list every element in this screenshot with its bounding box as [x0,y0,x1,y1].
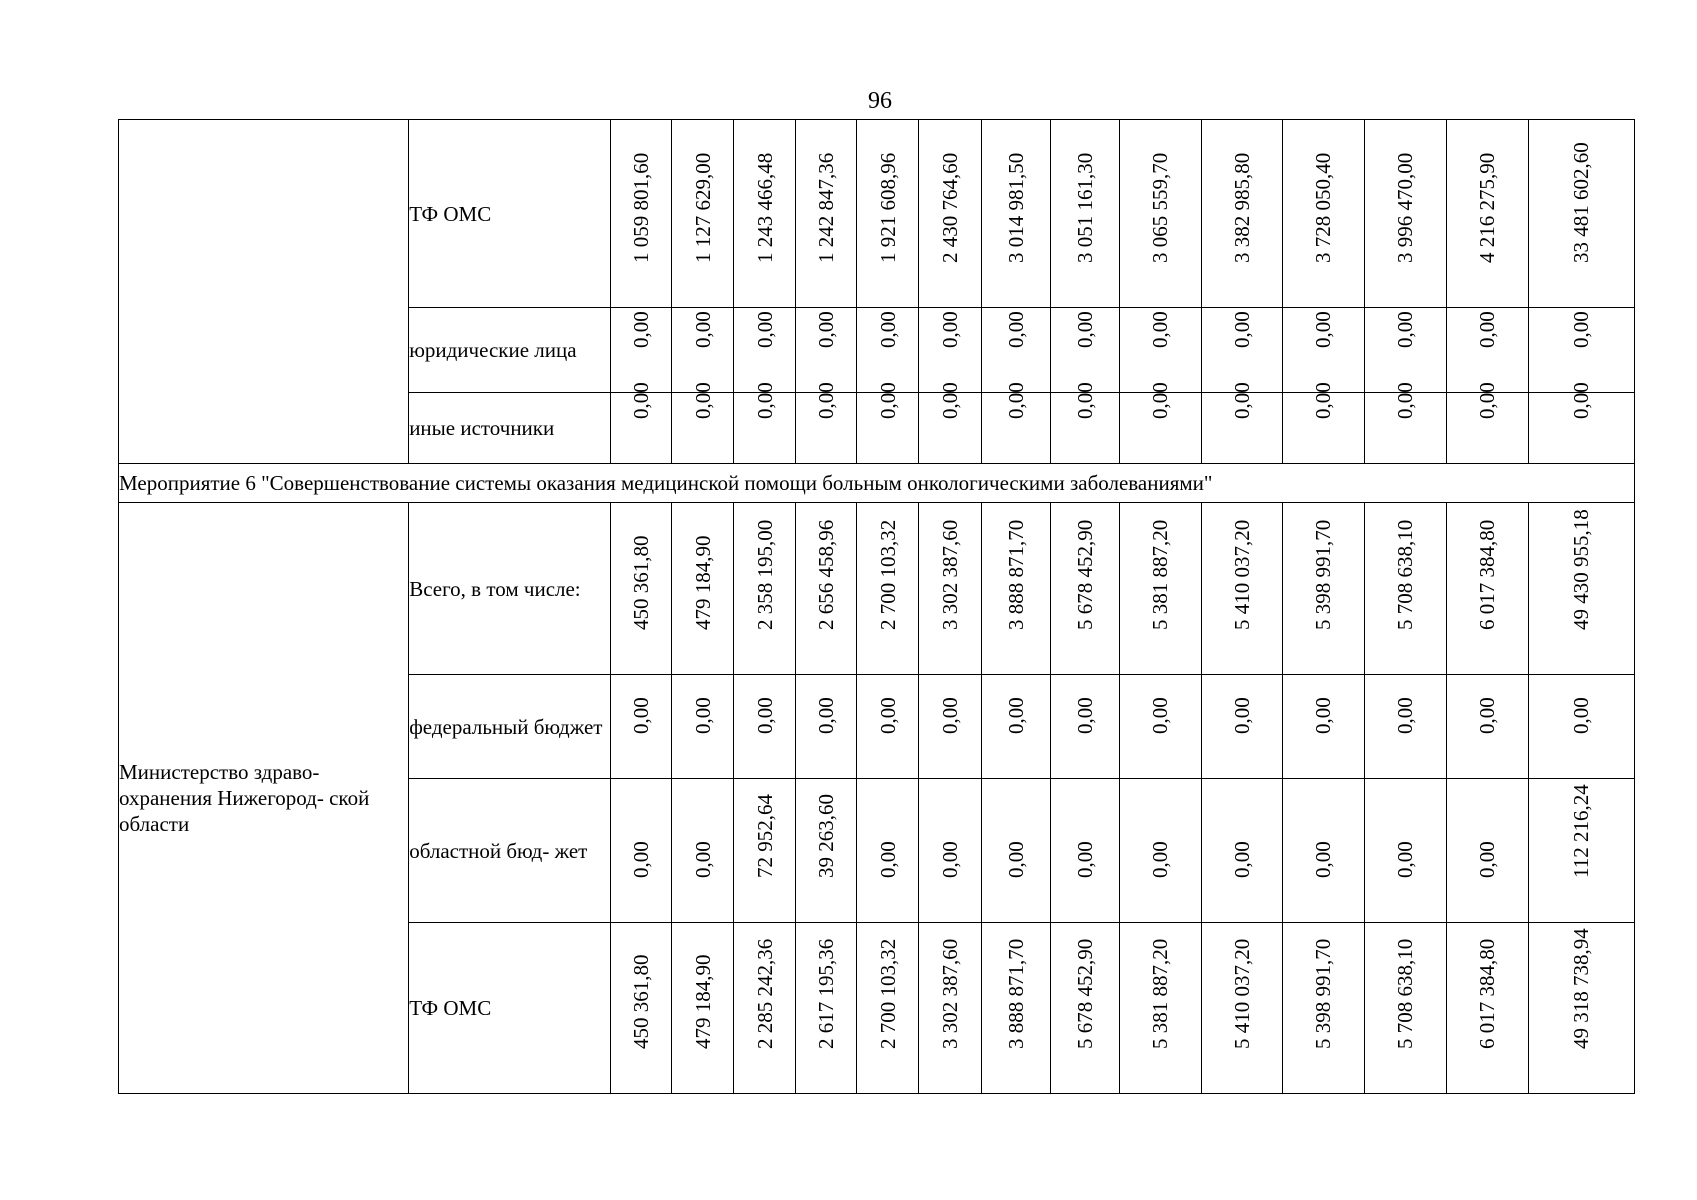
amount-cell [1201,503,1282,675]
amount-value: 450 361,80 [629,954,654,1049]
amount-value: 0,00 [937,382,962,419]
amount-cell [1364,308,1446,393]
amount-value: 3 888 871,70 [1003,938,1028,1049]
budget-table [118,119,1635,1094]
amount-cell [1119,675,1201,779]
amount-cell [857,503,919,675]
amount-value: 2 700 103,32 [875,938,900,1049]
amount-value: 0,00 [629,697,654,734]
amount-cell [981,120,1050,308]
amount-value: 72 952,64 [752,794,777,878]
amount-value: 0,00 [1393,841,1418,878]
amount-cell [796,503,857,675]
amount-cell [1201,923,1282,1094]
amount-cell [796,923,857,1094]
amount-value: 479 184,90 [690,535,715,630]
amount-cell [1446,923,1528,1094]
amount-value: 3 302 387,60 [937,938,962,1049]
amount-cell [981,308,1050,393]
amount-cell [857,382,919,464]
amount-cell [734,382,796,464]
amount-value: 5 398 991,70 [1311,938,1336,1049]
amount-cell [734,923,796,1094]
amount-cell [796,675,857,779]
amount-value: 0,00 [1569,697,1594,734]
amount-value: 0,00 [629,311,654,348]
amount-cell [1364,779,1446,923]
amount-cell [857,779,919,923]
amount-cell [1050,382,1119,464]
amount-cell [796,308,857,393]
amount-value: 33 481 602,60 [1569,142,1594,263]
amount-value: 5 381 887,20 [1148,519,1173,630]
amount-cell [1119,923,1201,1094]
amount-value: 6 017 384,80 [1475,519,1500,630]
amount-value: 0,00 [875,311,900,348]
amount-cell [1119,308,1201,393]
amount-value: 0,00 [937,697,962,734]
amount-value: 0,00 [1229,311,1254,348]
amount-cell [1201,120,1282,308]
table-row [119,120,1635,308]
amount-cell [919,923,981,1094]
amount-value: 0,00 [937,841,962,878]
amount-value: 112 216,24 [1569,784,1594,878]
amount-value: 0,00 [1003,382,1028,419]
amount-cell [1364,923,1446,1094]
amount-cell [672,308,734,393]
amount-value: 0,00 [1003,697,1028,734]
amount-cell [1119,120,1201,308]
amount-value: 3 014 981,50 [1003,152,1028,263]
amount-value: 0,00 [1003,311,1028,348]
amount-cell [1528,503,1634,675]
amount-cell [1201,382,1282,464]
amount-value: 0,00 [814,311,839,348]
amount-value: 0,00 [752,311,777,348]
amount-cell [611,503,672,675]
event-title: Мероприятие 6 "Совершенствование системы оказания медицинской помощи больным онкологическими заболеваниями" [119,464,1635,503]
amount-cell [672,382,734,464]
amount-cell [1282,779,1364,923]
amount-value: 0,00 [1148,311,1173,348]
amount-cell [1050,308,1119,393]
amount-value: 39 263,60 [814,794,839,878]
amount-cell [1528,779,1634,923]
amount-value: 0,00 [875,382,900,419]
amount-value: 0,00 [752,382,777,419]
amount-cell [1446,503,1528,675]
amount-value: 3 382 985,80 [1229,152,1254,263]
amount-cell [1364,382,1446,464]
amount-value: 5 708 638,10 [1393,938,1418,1049]
funding-source-cell: Всего, в том числе: [409,503,611,675]
amount-cell [1446,382,1528,464]
amount-value: 5 678 452,90 [1072,938,1097,1049]
amount-cell [672,779,734,923]
amount-value: 49 318 738,94 [1569,928,1594,1049]
amount-value: 0,00 [690,697,715,734]
amount-cell [857,308,919,393]
amount-value: 6 017 384,80 [1475,938,1500,1049]
amount-value: 0,00 [1072,697,1097,734]
amount-cell [1201,779,1282,923]
amount-cell [1364,503,1446,675]
amount-cell [1528,675,1634,779]
amount-value: 1 127 629,00 [690,152,715,263]
amount-value: 0,00 [875,841,900,878]
funding-source-cell: федеральный бюджет [409,675,611,779]
amount-cell [1201,675,1282,779]
amount-value: 0,00 [752,697,777,734]
amount-value: 0,00 [1311,697,1336,734]
amount-cell [672,503,734,675]
amount-cell [1528,308,1634,393]
amount-value: 0,00 [1148,841,1173,878]
amount-value: 1 242 847,36 [814,152,839,263]
amount-value: 5 410 037,20 [1229,519,1254,630]
amount-cell [981,503,1050,675]
amount-value: 0,00 [1311,311,1336,348]
funding-source-cell: областной бюд- жет [409,779,611,923]
amount-cell [1364,120,1446,308]
amount-value: 3 065 559,70 [1148,152,1173,263]
amount-cell [981,382,1050,464]
amount-cell [857,923,919,1094]
amount-value: 0,00 [875,697,900,734]
amount-cell [857,120,919,308]
amount-value: 0,00 [1229,697,1254,734]
amount-value: 2 700 103,32 [875,519,900,630]
amount-value: 0,00 [1072,382,1097,419]
amount-cell [672,120,734,308]
amount-value: 0,00 [1311,841,1336,878]
amount-value: 0,00 [1393,382,1418,419]
amount-value: 0,00 [629,841,654,878]
amount-value: 1 059 801,60 [629,152,654,263]
amount-cell [1282,503,1364,675]
amount-value: 1 921 608,96 [875,152,900,263]
amount-value: 0,00 [1569,382,1594,419]
amount-value: 0,00 [1003,841,1028,878]
amount-cell [1050,923,1119,1094]
amount-cell [919,675,981,779]
amount-value: 0,00 [814,697,839,734]
amount-cell [919,382,981,464]
table-row [119,503,1635,675]
amount-value: 2 285 242,36 [752,938,777,1049]
amount-cell [1201,308,1282,393]
amount-cell [1119,779,1201,923]
amount-cell [1282,675,1364,779]
amount-value: 0,00 [1393,697,1418,734]
amount-cell [734,308,796,393]
amount-value: 0,00 [1569,311,1594,348]
amount-cell [1119,382,1201,464]
amount-cell [611,120,672,308]
amount-cell [672,675,734,779]
page-number: 96 [868,88,892,114]
amount-cell [734,120,796,308]
amount-cell [919,779,981,923]
amount-cell [1119,503,1201,675]
amount-value: 0,00 [1229,382,1254,419]
amount-cell [981,675,1050,779]
amount-cell [1446,308,1528,393]
amount-value: 3 051 161,30 [1072,152,1097,263]
amount-value: 0,00 [1148,697,1173,734]
amount-value: 0,00 [629,382,654,419]
amount-cell [796,120,857,308]
amount-cell [734,779,796,923]
amount-cell [796,382,857,464]
amount-value: 0,00 [814,382,839,419]
amount-value: 5 410 037,20 [1229,938,1254,1049]
amount-value: 0,00 [1475,697,1500,734]
amount-cell [857,675,919,779]
amount-value: 1 243 466,48 [752,152,777,263]
amount-value: 0,00 [1148,382,1173,419]
responsible-owner-cell [119,120,409,464]
amount-cell [1282,923,1364,1094]
amount-value: 0,00 [937,311,962,348]
amount-cell [1446,120,1528,308]
amount-cell [1446,675,1528,779]
amount-cell [611,675,672,779]
amount-value: 0,00 [1072,841,1097,878]
amount-value: 0,00 [1475,311,1500,348]
amount-cell [1528,120,1634,308]
amount-cell [1282,120,1364,308]
funding-source-cell: юридические лица [409,308,611,393]
amount-value: 0,00 [1072,311,1097,348]
amount-cell [672,923,734,1094]
funding-source-cell: иные источники [409,393,611,464]
amount-value: 0,00 [1475,841,1500,878]
amount-value: 0,00 [690,841,715,878]
amount-value: 0,00 [1311,382,1336,419]
amount-value: 3 996 470,00 [1393,152,1418,263]
amount-cell [1364,675,1446,779]
amount-cell [1050,779,1119,923]
amount-cell [1282,308,1364,393]
amount-cell [1050,503,1119,675]
amount-cell [981,779,1050,923]
amount-cell [611,779,672,923]
amount-cell [919,308,981,393]
amount-cell [1050,120,1119,308]
amount-value: 3 302 387,60 [937,519,962,630]
amount-value: 0,00 [1475,382,1500,419]
event-row [119,464,1635,503]
amount-value: 450 361,80 [629,535,654,630]
amount-value: 0,00 [690,382,715,419]
amount-value: 2 656 458,96 [814,519,839,630]
amount-value: 0,00 [690,311,715,348]
amount-cell [1282,382,1364,464]
amount-cell [796,779,857,923]
amount-value: 2 358 195,00 [752,519,777,630]
amount-value: 2 430 764,60 [937,152,962,263]
amount-value: 5 381 887,20 [1148,938,1173,1049]
amount-cell [919,120,981,308]
amount-value: 5 678 452,90 [1072,519,1097,630]
funding-source-cell: ТФ ОМС [409,923,611,1094]
amount-value: 4 216 275,90 [1475,152,1500,263]
amount-cell [611,308,672,393]
amount-value: 479 184,90 [690,954,715,1049]
amount-value: 5 398 991,70 [1311,519,1336,630]
amount-cell [919,503,981,675]
amount-cell [1528,923,1634,1094]
amount-cell [981,923,1050,1094]
amount-value: 3 728 050,40 [1311,152,1336,263]
amount-value: 5 708 638,10 [1393,519,1418,630]
amount-cell [1446,779,1528,923]
amount-cell [1050,675,1119,779]
amount-cell [734,503,796,675]
responsible-owner-cell: Министерство здраво- охранения Нижегород- ской области [119,503,409,1094]
amount-cell [611,382,672,464]
amount-cell [1528,382,1634,464]
amount-value: 2 617 195,36 [814,938,839,1049]
amount-cell [611,923,672,1094]
amount-value: 0,00 [1393,311,1418,348]
funding-source-cell: ТФ ОМС [409,120,611,308]
amount-value: 0,00 [1229,841,1254,878]
amount-value: 49 430 955,18 [1569,509,1594,630]
amount-cell [734,675,796,779]
amount-value: 3 888 871,70 [1003,519,1028,630]
